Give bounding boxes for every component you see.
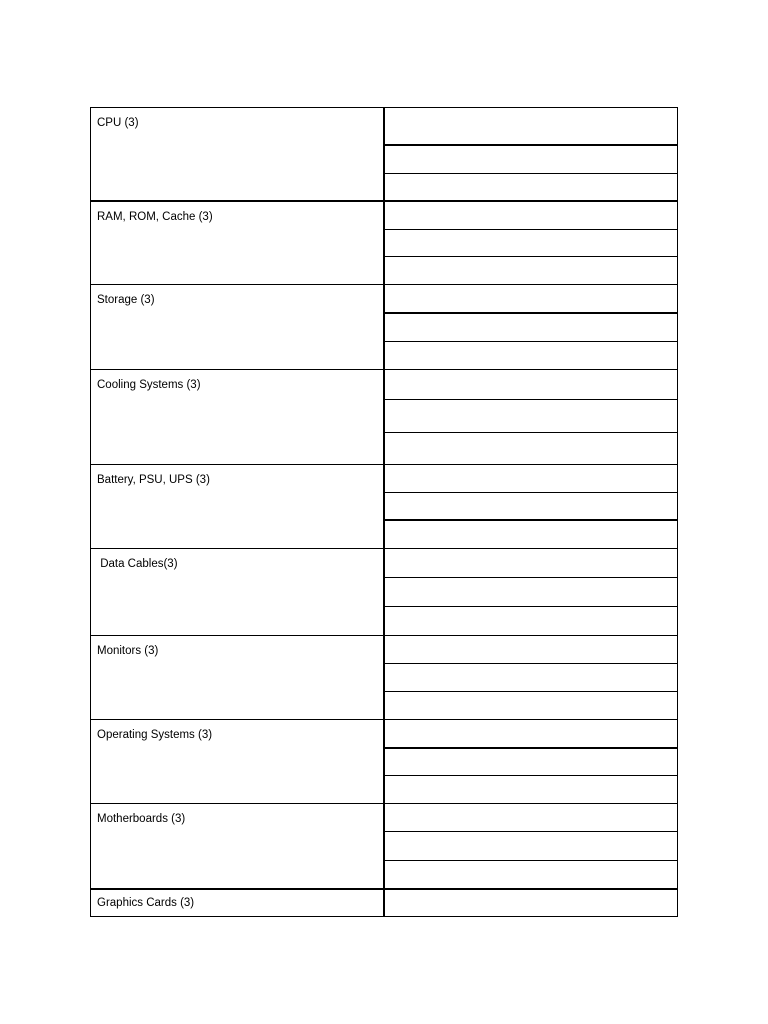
section-label-data-cables: Data Cables(3) xyxy=(91,549,385,635)
worksheet-table xyxy=(90,107,678,917)
section-label-cooling: Cooling Systems (3) xyxy=(91,370,385,464)
answer-column xyxy=(385,720,677,803)
answer-cell[interactable] xyxy=(385,663,677,691)
section-cooling xyxy=(91,369,677,464)
answer-cell[interactable] xyxy=(385,370,677,399)
answer-cell[interactable] xyxy=(385,465,677,492)
section-label-motherboards: Motherboards (3) xyxy=(91,804,385,888)
answer-cell[interactable] xyxy=(385,202,677,229)
answer-column xyxy=(385,202,677,284)
section-label-operating-systems: Operating Systems (3) xyxy=(91,720,385,803)
answer-cell[interactable] xyxy=(385,636,677,663)
answer-cell[interactable] xyxy=(385,775,677,803)
section-label-storage: Storage (3) xyxy=(91,285,385,369)
section-operating-systems xyxy=(91,719,677,803)
answer-cell[interactable] xyxy=(385,549,677,577)
section-power xyxy=(91,464,677,548)
section-data-cables xyxy=(91,548,677,635)
answer-cell[interactable] xyxy=(385,399,677,432)
section-label-graphics-cards: Graphics Cards (3) xyxy=(91,890,385,916)
answer-column xyxy=(385,285,677,369)
answer-cell[interactable] xyxy=(385,312,677,341)
answer-cell[interactable] xyxy=(385,519,677,548)
section-monitors xyxy=(91,635,677,719)
answer-cell[interactable] xyxy=(385,173,677,201)
section-label-monitors: Monitors (3) xyxy=(91,636,385,719)
answer-column xyxy=(385,804,677,888)
answer-cell[interactable] xyxy=(385,606,677,635)
section-label-power: Battery, PSU, UPS (3) xyxy=(91,465,385,548)
section-label-memory: RAM, ROM, Cache (3) xyxy=(91,202,385,284)
answer-cell[interactable] xyxy=(385,860,677,888)
answer-cell[interactable] xyxy=(385,285,677,312)
answer-cell[interactable] xyxy=(385,108,677,144)
answer-cell[interactable] xyxy=(385,229,677,257)
answer-column xyxy=(385,636,677,719)
section-label-cpu: CPU (3) xyxy=(91,108,385,200)
answer-cell[interactable] xyxy=(385,432,677,465)
answer-cell[interactable] xyxy=(385,831,677,859)
answer-cell[interactable] xyxy=(385,256,677,284)
answer-cell[interactable] xyxy=(385,691,677,719)
section-motherboards xyxy=(91,803,677,888)
answer-cell[interactable] xyxy=(385,492,677,520)
section-storage xyxy=(91,284,677,369)
answer-cell[interactable] xyxy=(385,804,677,831)
answer-cell[interactable] xyxy=(385,747,677,776)
section-cpu xyxy=(91,108,677,200)
section-memory xyxy=(91,200,677,284)
answer-column xyxy=(385,890,677,916)
answer-cell[interactable] xyxy=(385,890,677,916)
answer-cell[interactable] xyxy=(385,341,677,369)
section-graphics-cards xyxy=(91,888,677,916)
answer-column xyxy=(385,370,677,464)
answer-column xyxy=(385,465,677,548)
answer-cell[interactable] xyxy=(385,144,677,173)
answer-cell[interactable] xyxy=(385,577,677,606)
answer-cell[interactable] xyxy=(385,720,677,747)
answer-column xyxy=(385,549,677,635)
answer-column xyxy=(385,108,677,200)
